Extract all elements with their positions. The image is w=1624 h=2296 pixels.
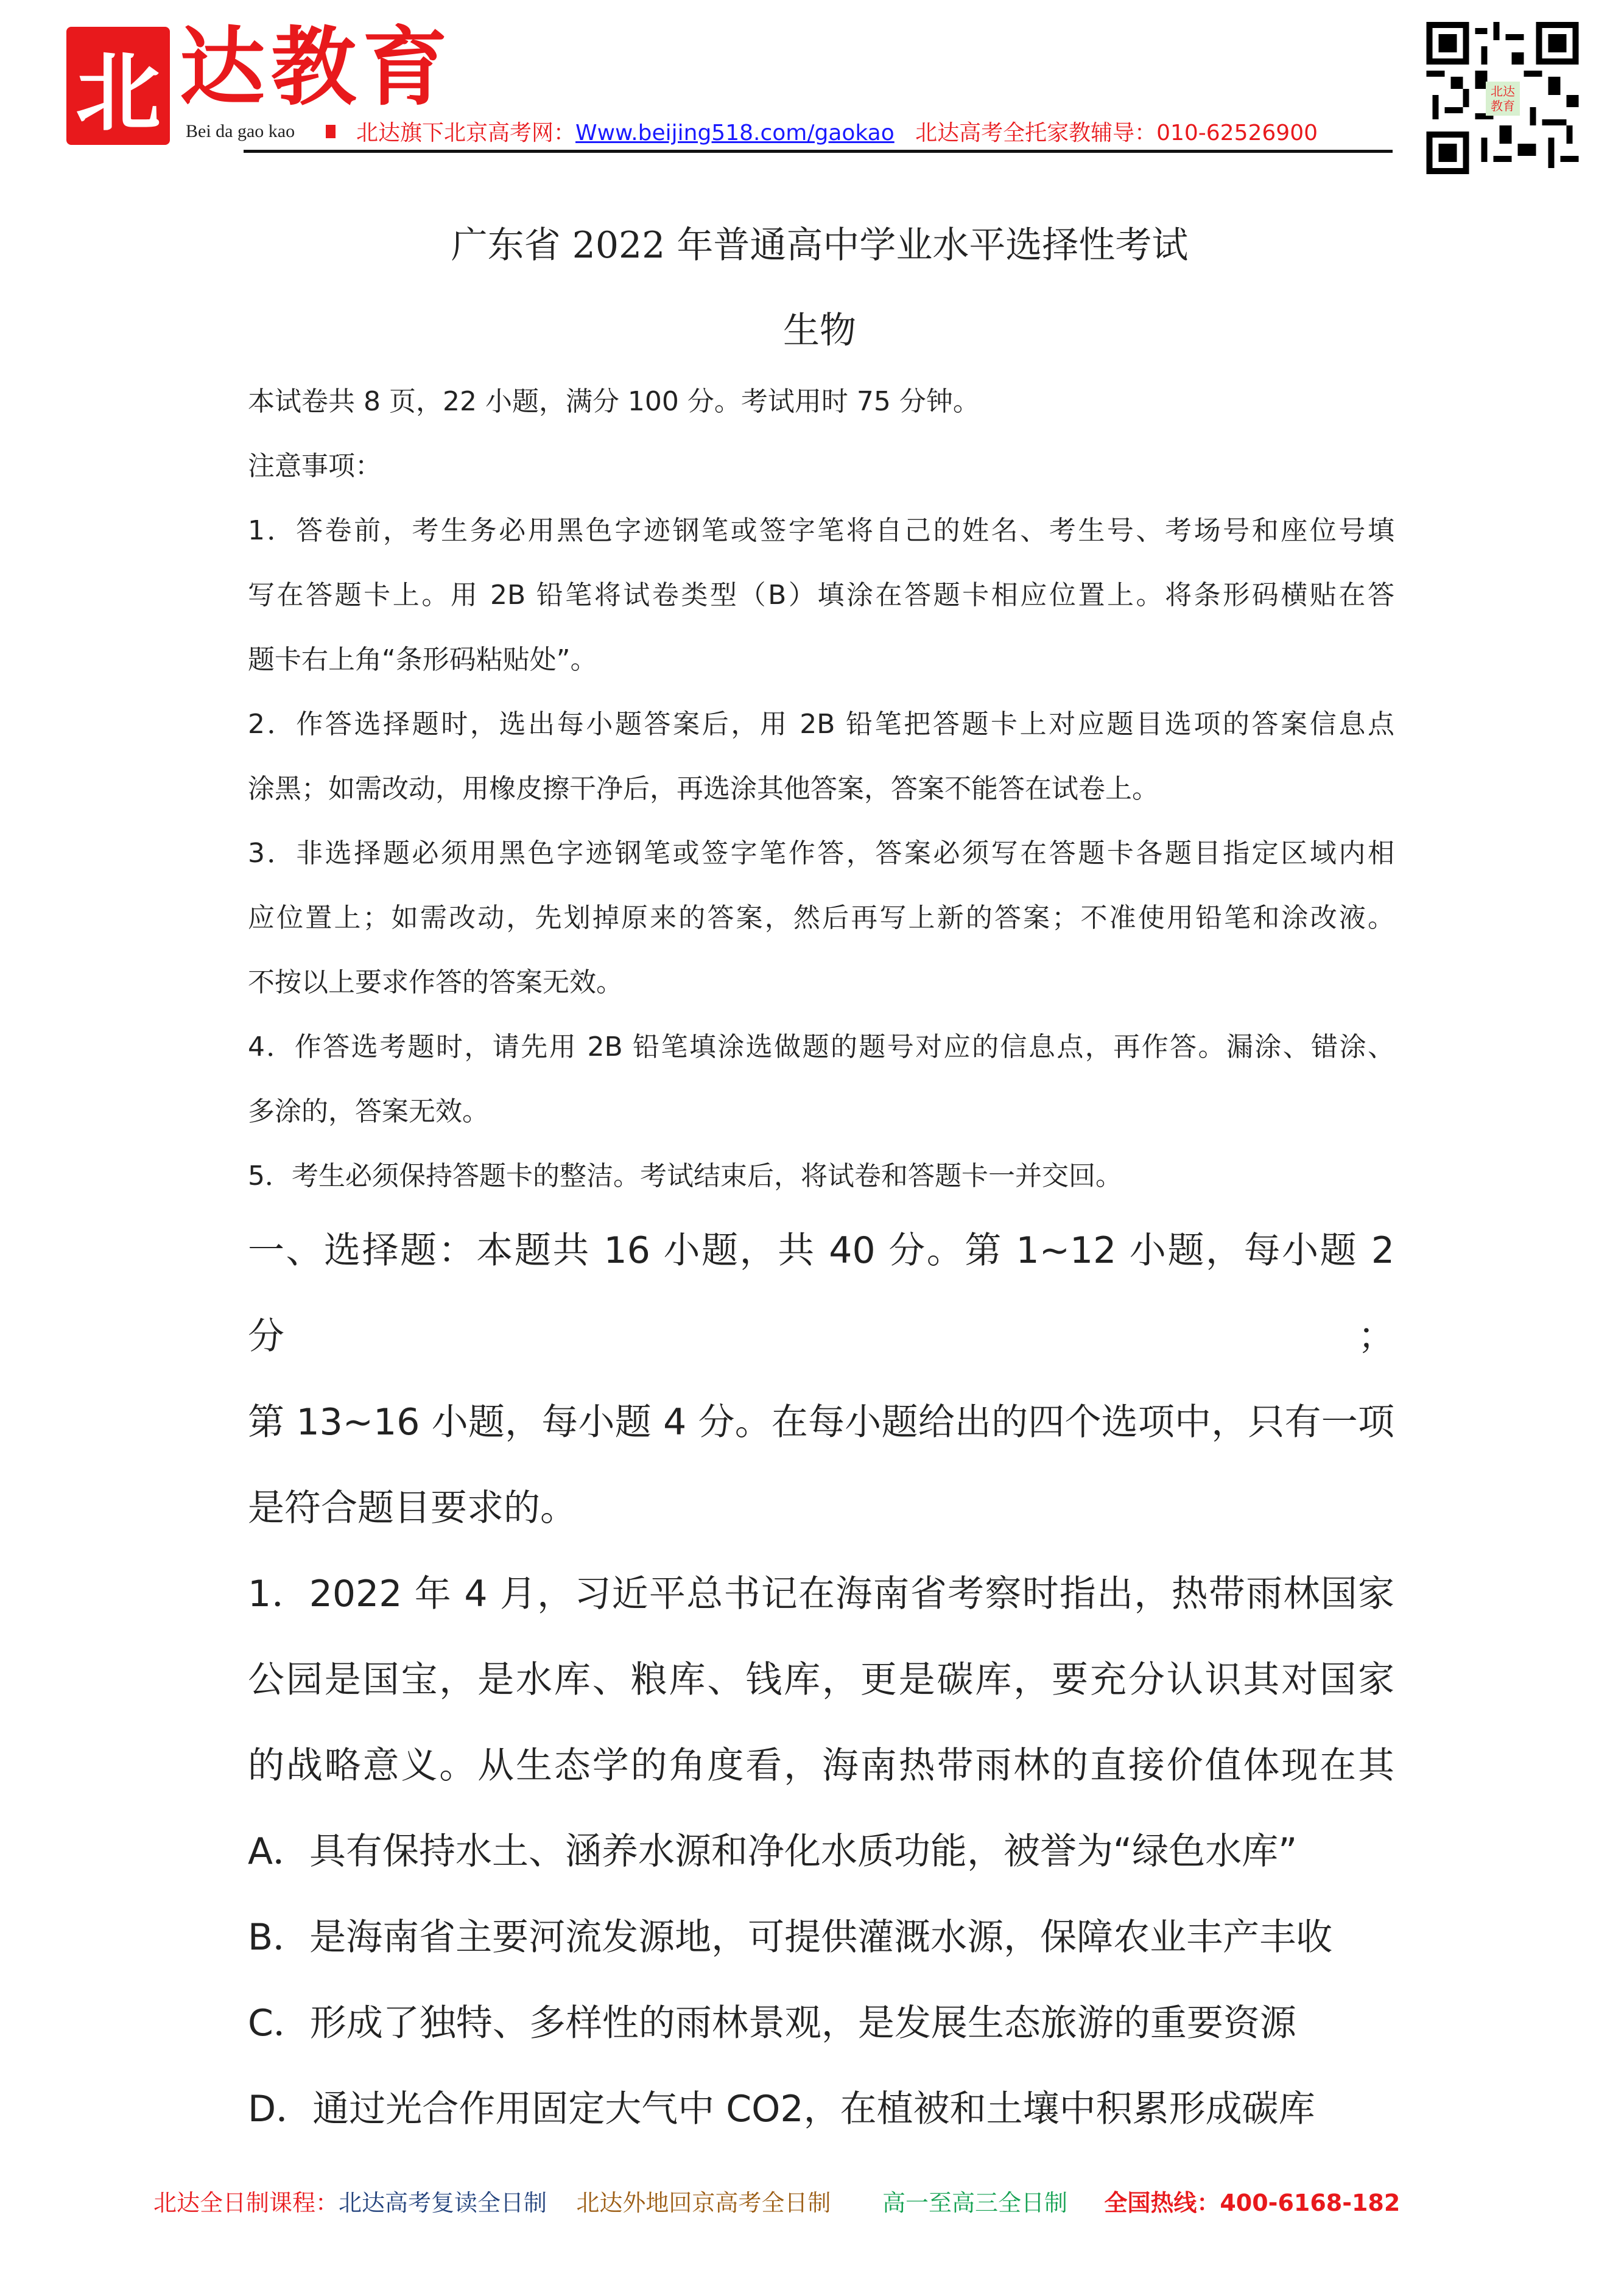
section-heading-line: 第 13~16 小题，每小题 4 分。在每小题给出的四个选项中，只有一项 (248, 1401, 1394, 1444)
note-line: 涂黑；如需改动，用橡皮擦干净后，再选涂其他答案，答案不能答在试卷上。 (248, 773, 1159, 804)
note-line: 应位置上；如需改动，先划掉原来的答案，然后再写上新的答案；不准使用铅笔和涂改液。 (248, 902, 1394, 933)
logo-mark (66, 27, 170, 145)
logo-pinyin: Bei da gao kao (186, 121, 295, 141)
red-square-icon (326, 125, 336, 138)
option-b: B．是海南省主要河流发源地，可提供灌溉水源，保障农业丰产丰收 (248, 1916, 1333, 1959)
section-heading-line: 是符合题目要求的。 (248, 1487, 577, 1529)
section-heading-line: 一、选择题：本题共 16 小题，共 40 分。第 1~12 小题，每小题 2 分； (248, 1229, 1394, 1358)
site-link[interactable]: Www.beijing518.com/gaokao (575, 121, 895, 146)
note-line: 题卡右上角“条形码粘贴处”。 (248, 644, 597, 675)
question-stem-line: 公园是国宝，是水库、粮库、钱库，更是碳库，要充分认识其对国家 (248, 1659, 1394, 1701)
note-line: 写在答题卡上。用 2B 铅笔将试卷类型（B）填涂在答题卡相应位置上。将条形码横贴在答 (248, 580, 1394, 611)
intro-text: 本试卷共 8 页，22 小题，满分 100 分。考试用时 75 分钟。 (248, 386, 980, 417)
note-line: 4．作答选考题时，请先用 2B 铅笔填涂选做题的题号对应的信息点，再作答。漏涂、错涂、 (248, 1031, 1394, 1062)
header-banner (356, 119, 1318, 148)
notes-heading: 注意事项： (248, 451, 382, 482)
note-line: 3．非选择题必须用黑色字迹钢笔或签字笔作答，答案必须写在答题卡各题目指定区域内相 (248, 838, 1394, 869)
note-line: 5．考生必须保持答题卡的整洁。考试结束后，将试卷和答题卡一并交回。 (248, 1160, 1122, 1192)
site-label: 北达旗下北京高考网： (356, 121, 576, 146)
question-section (248, 1208, 1394, 2152)
instructions (248, 370, 1394, 1209)
logo-char: 北 (75, 43, 161, 143)
note-line: 不按以上要求作答的答案无效。 (248, 967, 623, 998)
exam-title: 广东省 2022 年普通高中学业水平选择性考试 (451, 224, 1189, 267)
footer-label: 北达全日制课程： (153, 2189, 339, 2216)
footer-course-2: 北达外地回京高考全日制 (576, 2189, 831, 2216)
question-stem-line: 的战略意义。从生态学的角度看，海南热带雨林的直接价值体现在其 (248, 1744, 1394, 1787)
question-stem-line: 1．2022 年 4 月，习近平总书记在海南省考察时指出，热带雨林国家 (248, 1573, 1394, 1615)
option-a: A．具有保持水土、涵养水源和净化水质功能，被誉为“绿色水库” (248, 1830, 1298, 1873)
note-line: 多涂的，答案无效。 (248, 1096, 489, 1127)
subject-title: 生物 (783, 309, 856, 352)
footer-banner (153, 2187, 1400, 2219)
tutor-label: 北达高考全托家教辅导：010-62526900 (915, 121, 1318, 146)
footer-course-3: 高一至高三全日制 (882, 2189, 1067, 2216)
footer-course-1: 北达高考复读全日制 (339, 2189, 547, 2216)
note-line: 2．作答选择题时，选出每小题答案后，用 2B 铅笔把答题卡上对应题目选项的答案信息点 (248, 709, 1394, 740)
header-divider (244, 150, 1393, 153)
footer-hotline: 全国热线：400-6168-182 (1104, 2189, 1401, 2216)
logo-name: 达教育 (180, 18, 454, 118)
option-d: D．通过光合作用固定大气中 CO2，在植被和土壤中积累形成碳库 (248, 2088, 1315, 2130)
qr-center-logo-text: 北达教育 (1486, 82, 1520, 116)
option-c: C．形成了独特、多样性的雨林景观，是发展生态旅游的重要资源 (248, 2002, 1296, 2045)
note-line: 1．答卷前，考生务必用黑色字迹钢笔或签字笔将自己的姓名、考生号、考场号和座位号填 (248, 515, 1394, 546)
